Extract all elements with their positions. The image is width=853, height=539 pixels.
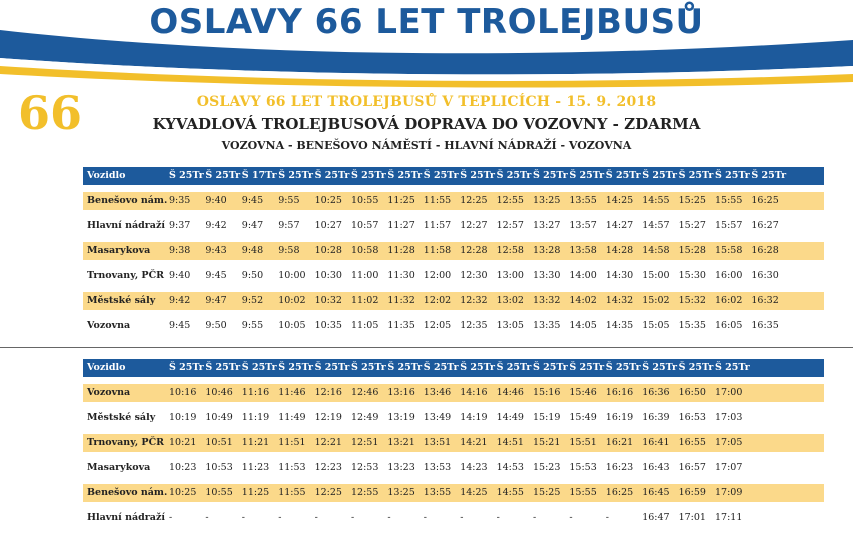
departure-time: 10:46 <box>205 387 233 398</box>
departure-time: 10:55 <box>351 195 379 206</box>
timetable-outbound <box>83 167 824 335</box>
departure-time: 11:28 <box>387 245 415 256</box>
departure-time: 14:05 <box>569 320 597 331</box>
departure-time: 11:00 <box>351 270 379 281</box>
departure-time: 9:42 <box>169 295 191 306</box>
departure-time: - <box>205 512 209 523</box>
stop-name: Městské sály <box>87 295 156 306</box>
departure-time: 16:45 <box>642 487 670 498</box>
departure-time: 16:47 <box>642 512 670 523</box>
departure-time: 17:01 <box>678 512 706 523</box>
departure-time: 14:51 <box>496 437 524 448</box>
departure-time: 14:25 <box>605 195 634 206</box>
departure-time: - <box>605 512 610 523</box>
departure-time: 14:28 <box>605 245 634 256</box>
departure-time: - <box>314 512 318 523</box>
departure-time: 15:53 <box>569 462 597 473</box>
departure-time: 11:27 <box>387 220 415 231</box>
departure-time: 13:49 <box>423 412 452 423</box>
departure-time: 14:16 <box>460 387 488 398</box>
vehicle-type-cell: Š 25Tr <box>496 170 532 181</box>
departure-time: 10:05 <box>278 320 306 331</box>
departure-time: 15:25 <box>533 487 561 498</box>
departure-time: 16:23 <box>605 462 634 473</box>
table-header-row <box>83 167 824 185</box>
departure-time: - <box>460 512 464 523</box>
header-label: Vozidlo <box>87 170 126 181</box>
departure-time: - <box>533 512 537 523</box>
stop-name: Benešovo nám. <box>87 487 168 498</box>
vehicle-type-cell: Š 25Tr <box>605 362 641 373</box>
departure-time: 15:58 <box>715 245 743 256</box>
table-row <box>83 484 824 502</box>
vehicle-type-cell: Š 25Tr <box>533 170 568 181</box>
departure-time: 14:55 <box>642 195 670 206</box>
departure-time: 11:32 <box>387 295 415 306</box>
departure-time: - <box>496 512 500 523</box>
departure-time: 16:53 <box>678 412 706 423</box>
departure-time: 15:35 <box>678 320 706 331</box>
departure-time: 13:19 <box>387 412 415 423</box>
table-row <box>83 242 824 260</box>
stop-name: Benešovo nám. <box>87 195 168 206</box>
departure-time: 11:51 <box>278 437 306 448</box>
departure-time: 9:45 <box>241 195 264 206</box>
departure-time: 9:55 <box>241 320 264 331</box>
departure-time: 16:16 <box>605 387 634 398</box>
departure-time: 13:46 <box>423 387 452 398</box>
departure-time: 9:52 <box>241 295 264 306</box>
departure-time: 15:23 <box>533 462 561 473</box>
departure-time: 10:55 <box>205 487 233 498</box>
departure-time: 13:51 <box>423 437 452 448</box>
departure-time: 9:50 <box>241 270 264 281</box>
departure-time: 12:55 <box>351 487 379 498</box>
departure-time: 15:27 <box>678 220 706 231</box>
table-header-row <box>83 359 824 377</box>
vehicle-type-cell: Š 25Tr <box>423 362 459 373</box>
departure-time: 14:55 <box>496 487 524 498</box>
service-title: KYVADLOVÁ TROLEJBUSOVÁ DOPRAVA DO VOZOVNY - ZDARMA <box>152 115 701 133</box>
departure-time: 16:28 <box>751 245 779 256</box>
departure-time: 11:35 <box>387 320 415 331</box>
vehicle-type-cell: Š 25Tr <box>387 362 423 373</box>
vehicle-type-cell: Š 25Tr <box>423 170 459 181</box>
departure-time: 12:19 <box>314 412 342 423</box>
departure-time: 14:25 <box>460 487 488 498</box>
departure-time: 15:57 <box>715 220 743 231</box>
departure-time: 14:58 <box>642 245 670 256</box>
vehicle-type-cell: Š 25Tr <box>351 170 386 181</box>
departure-time: 10:02 <box>278 295 306 306</box>
departure-time: 9:42 <box>205 220 227 231</box>
departure-time: 11:55 <box>278 487 306 498</box>
departure-time: 13:32 <box>533 295 561 306</box>
vehicle-type-cell: Š 25Tr <box>642 362 677 373</box>
departure-time: 11:53 <box>278 462 306 473</box>
departure-time: 9:57 <box>278 220 300 231</box>
departure-time: 13:25 <box>387 487 415 498</box>
departure-time: 14:49 <box>496 412 524 423</box>
departure-time: 12:05 <box>423 320 452 331</box>
table-row <box>83 409 824 427</box>
departure-time: 15:19 <box>533 412 561 423</box>
departure-time: 14:46 <box>496 387 524 398</box>
departure-time: 15:21 <box>533 437 561 448</box>
departure-time: 11:19 <box>241 412 270 423</box>
departure-time: 9:37 <box>169 220 191 231</box>
departure-time: 16:00 <box>715 270 743 281</box>
departure-time: 16:43 <box>642 462 670 473</box>
departure-time: 12:21 <box>314 437 342 448</box>
departure-time: 10:35 <box>314 320 342 331</box>
departure-time: 10:25 <box>169 487 197 498</box>
departure-time: 13:28 <box>533 245 561 256</box>
table-row <box>83 217 824 235</box>
departure-time: - <box>351 512 355 523</box>
departure-time: 17:07 <box>715 462 743 473</box>
table-row <box>83 459 824 477</box>
stop-name: Trnovany, PČR <box>87 270 165 281</box>
event-title: OSLAVY 66 LET TROLEJBUSŮ V TEPLICÍCH - 15. 9. 2018 <box>196 94 657 110</box>
departure-time: 16:02 <box>715 295 743 306</box>
departure-time: 13:23 <box>387 462 415 473</box>
departure-time: 9:40 <box>205 195 227 206</box>
departure-time: 11:23 <box>241 462 270 473</box>
departure-time: 10:19 <box>169 412 197 423</box>
departure-time: 15:16 <box>533 387 561 398</box>
departure-time: 9:47 <box>205 295 227 306</box>
departure-time: 12:51 <box>351 437 379 448</box>
departure-time: 14:19 <box>460 412 488 423</box>
vehicle-type-cell: Š 25Tr <box>205 362 241 373</box>
banner-title: OSLAVY 66 LET TROLEJBUSŮ <box>149 2 704 42</box>
section-divider <box>0 347 853 348</box>
departure-time: - <box>569 512 573 523</box>
departure-time: 12:16 <box>314 387 342 398</box>
departure-time: 9:35 <box>169 195 191 206</box>
departure-time: 11:02 <box>351 295 379 306</box>
departure-time: 13:58 <box>569 245 597 256</box>
departure-time: 13:57 <box>569 220 597 231</box>
departure-time: 9:45 <box>205 270 227 281</box>
departure-time: 10:53 <box>205 462 233 473</box>
vehicle-type-cell: Š 25Tr <box>241 362 277 373</box>
departure-time: 16:39 <box>642 412 670 423</box>
departure-time: 15:25 <box>678 195 706 206</box>
departure-time: 17:03 <box>715 412 743 423</box>
departure-time: 13:25 <box>533 195 561 206</box>
departure-time: 14:27 <box>605 220 634 231</box>
departure-time: 16:59 <box>678 487 706 498</box>
vehicle-type-cell: Š 25Tr <box>715 362 750 373</box>
departure-time: 15:51 <box>569 437 597 448</box>
departure-time: 12:46 <box>351 387 379 398</box>
departure-time: 12:32 <box>460 295 488 306</box>
departure-time: 11:49 <box>278 412 306 423</box>
departure-time: 11:25 <box>241 487 270 498</box>
departure-time: 10:51 <box>205 437 233 448</box>
departure-time: 14:35 <box>605 320 634 331</box>
departure-time: 17:05 <box>715 437 743 448</box>
departure-time: 13:35 <box>533 320 561 331</box>
departure-time: 11:05 <box>351 320 379 331</box>
departure-time: 10:32 <box>314 295 342 306</box>
departure-time: 10:16 <box>169 387 197 398</box>
vehicle-type-cell: Š 25Tr <box>715 170 750 181</box>
departure-time: 10:30 <box>314 270 342 281</box>
table-row <box>83 192 824 210</box>
departure-time: 16:27 <box>751 220 779 231</box>
vehicle-type-cell: Š 25Tr <box>278 362 313 373</box>
route-description: VOZOVNA - BENEŠOVO NÁMĚSTÍ - HLAVNÍ NÁDRAŽÍ - VOZOVNA <box>221 139 632 152</box>
departure-time: 16:32 <box>751 295 779 306</box>
table-row <box>83 509 824 527</box>
stop-name: Trnovany, PČR <box>87 437 165 448</box>
departure-time: 15:46 <box>569 387 597 398</box>
table-row <box>83 317 824 335</box>
departure-time: 13:55 <box>423 487 452 498</box>
departure-time: 11:55 <box>423 195 452 206</box>
departure-time: 14:23 <box>460 462 488 473</box>
vehicle-type-cell: Š 25Tr <box>569 362 605 373</box>
vehicle-type-cell: Š 25Tr <box>314 170 350 181</box>
departure-time: 9:50 <box>205 320 227 331</box>
departure-time: 10:25 <box>314 195 342 206</box>
departure-time: - <box>241 512 246 523</box>
departure-time: 13:16 <box>387 387 415 398</box>
departure-time: 9:38 <box>169 245 191 256</box>
departure-time: 12:53 <box>351 462 379 473</box>
departure-time: 10:23 <box>169 462 197 473</box>
departure-time: 15:32 <box>678 295 706 306</box>
vehicle-type-cell: Š 25Tr <box>678 362 714 373</box>
departure-time: 11:21 <box>241 437 270 448</box>
departure-time: 16:41 <box>642 437 670 448</box>
vehicle-type-cell: Š 25Tr <box>533 362 568 373</box>
stop-name: Vozovna <box>87 320 131 331</box>
departure-time: 11:25 <box>387 195 415 206</box>
departure-time: 13:02 <box>496 295 524 306</box>
departure-time: 17:00 <box>715 387 743 398</box>
departure-time: 13:27 <box>533 220 561 231</box>
departure-time: 16:19 <box>605 412 634 423</box>
departure-time: 10:00 <box>278 270 306 281</box>
vehicle-type-cell: Š 25Tr <box>569 170 605 181</box>
departure-time: 11:30 <box>387 270 415 281</box>
departure-time: 15:55 <box>715 195 743 206</box>
departure-time: 10:28 <box>314 245 342 256</box>
departure-time: 15:30 <box>678 270 706 281</box>
departure-time: 13:05 <box>496 320 524 331</box>
departure-time: 9:55 <box>278 195 300 206</box>
departure-time: 12:25 <box>460 195 488 206</box>
departure-time: 12:35 <box>460 320 488 331</box>
departure-time: 9:48 <box>241 245 264 256</box>
vehicle-type-cell: Š 25Tr <box>460 362 495 373</box>
departure-time: 13:55 <box>569 195 597 206</box>
departure-time: 10:27 <box>314 220 342 231</box>
departure-time: 9:58 <box>278 245 300 256</box>
vehicle-type-cell: Š 25Tr <box>314 362 350 373</box>
vehicle-type-cell: Š 25Tr <box>605 170 641 181</box>
vehicle-type-cell: Š 25Tr <box>460 170 495 181</box>
stop-name: Masarykova <box>87 245 151 256</box>
departure-time: 12:27 <box>460 220 488 231</box>
departure-time: 16:57 <box>678 462 706 473</box>
departure-time: 9:45 <box>169 320 191 331</box>
departure-time: 14:00 <box>569 270 597 281</box>
timetable-return <box>83 359 824 527</box>
departure-time: 16:50 <box>678 387 706 398</box>
stop-name: Masarykova <box>87 462 151 473</box>
departure-time: - <box>278 512 282 523</box>
departure-time: 11:58 <box>423 245 452 256</box>
departure-time: 16:35 <box>751 320 779 331</box>
vehicle-type-cell: Š 25Tr <box>678 170 714 181</box>
departure-time: 17:11 <box>715 512 743 523</box>
departure-time: 14:57 <box>642 220 670 231</box>
departure-time: 14:32 <box>605 295 634 306</box>
stop-name: Vozovna <box>87 387 131 398</box>
departure-time: 9:40 <box>169 270 191 281</box>
departure-time: 12:57 <box>496 220 524 231</box>
vehicle-type-cell: Š 17Tr <box>241 170 277 181</box>
vehicle-type-cell: Š 25Tr <box>278 170 313 181</box>
departure-time: 17:09 <box>715 487 743 498</box>
table-row <box>83 267 824 285</box>
departure-time: 11:16 <box>241 387 270 398</box>
departure-time: 9:43 <box>205 245 227 256</box>
vehicle-type-cell: Š 25Tr <box>496 362 532 373</box>
departure-time: 12:55 <box>496 195 524 206</box>
departure-time: 15:05 <box>642 320 670 331</box>
departure-time: 15:00 <box>642 270 670 281</box>
vehicle-type-cell: Š 25Tr <box>387 170 423 181</box>
departure-time: 16:30 <box>751 270 779 281</box>
departure-time: 15:55 <box>569 487 597 498</box>
vehicle-type-cell: Š 25Tr <box>205 170 241 181</box>
vehicle-type-cell: Š 25Tr <box>169 170 204 181</box>
departure-time: 16:36 <box>642 387 670 398</box>
departure-time: 12:28 <box>460 245 488 256</box>
departure-time: 15:49 <box>569 412 597 423</box>
departure-time: 13:21 <box>387 437 415 448</box>
table-row <box>83 292 824 310</box>
departure-time: 16:55 <box>678 437 706 448</box>
vehicle-type-cell: Š 25Tr <box>642 170 677 181</box>
departure-time: 16:25 <box>605 487 634 498</box>
departure-time: 14:02 <box>569 295 597 306</box>
table-row <box>83 384 824 402</box>
departure-time: 10:49 <box>205 412 233 423</box>
departure-time: 16:05 <box>715 320 743 331</box>
departure-time: 16:25 <box>751 195 779 206</box>
header-label: Vozidlo <box>87 362 126 373</box>
departure-time: 10:21 <box>169 437 197 448</box>
stop-name: Městské sály <box>87 412 156 423</box>
departure-time: 16:21 <box>605 437 634 448</box>
departure-time: 11:57 <box>423 220 452 231</box>
departure-time: - <box>423 512 428 523</box>
departure-time: 15:28 <box>678 245 706 256</box>
departure-time: 12:49 <box>351 412 379 423</box>
stop-name: Hlavní nádraží <box>87 220 165 231</box>
departure-time: 12:02 <box>423 295 452 306</box>
departure-time: 12:25 <box>314 487 342 498</box>
departure-time: 15:02 <box>642 295 670 306</box>
vehicle-type-cell: Š 25Tr <box>169 362 204 373</box>
departure-time: 9:47 <box>241 220 264 231</box>
route-number: 66 <box>18 86 83 140</box>
stop-name: Hlavní nádraží <box>87 512 165 523</box>
departure-time: 12:30 <box>460 270 488 281</box>
departure-time: 12:00 <box>423 270 452 281</box>
table-row <box>83 434 824 452</box>
departure-time: 12:23 <box>314 462 342 473</box>
departure-time: - <box>387 512 391 523</box>
vehicle-type-cell: Š 25Tr <box>351 362 386 373</box>
departure-time: 12:58 <box>496 245 524 256</box>
vehicle-type-cell: Š 25Tr <box>751 170 787 181</box>
departure-time: 10:58 <box>351 245 379 256</box>
departure-time: 10:57 <box>351 220 379 231</box>
departure-time: 14:53 <box>496 462 524 473</box>
departure-time: 14:30 <box>605 270 634 281</box>
departure-time: 13:30 <box>533 270 561 281</box>
departure-time: - <box>169 512 173 523</box>
departure-time: 11:46 <box>278 387 306 398</box>
departure-time: 13:53 <box>423 462 452 473</box>
departure-time: 14:21 <box>460 437 488 448</box>
departure-time: 13:00 <box>496 270 524 281</box>
